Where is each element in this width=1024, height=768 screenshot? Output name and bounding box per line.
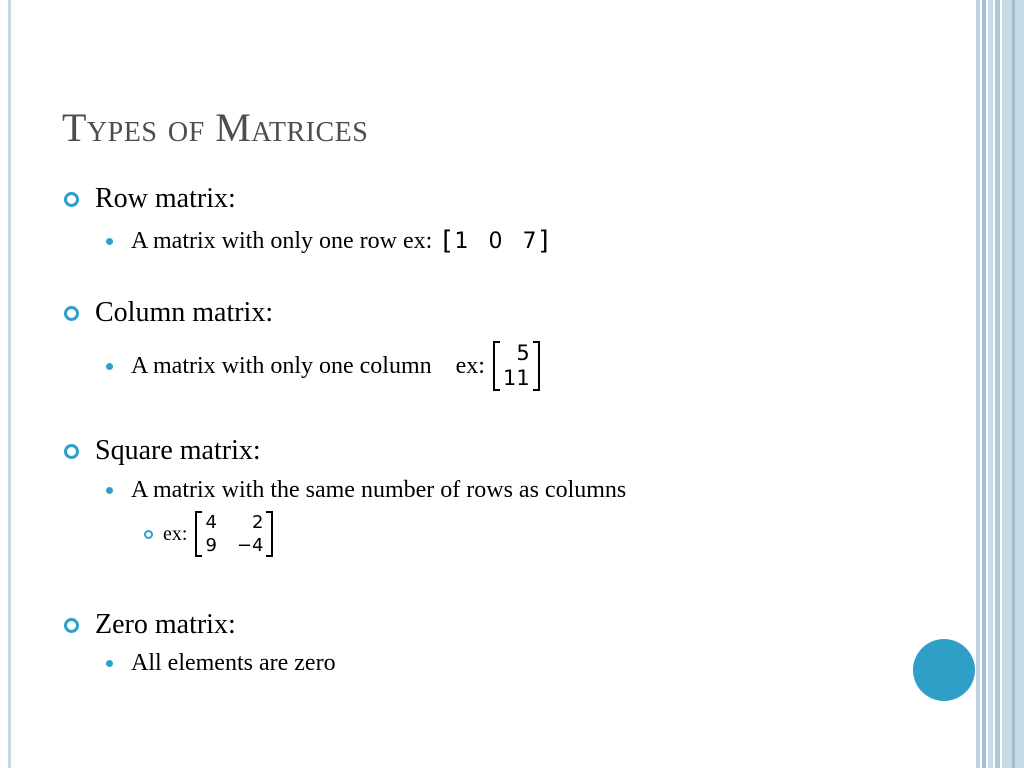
zero-matrix-heading: Zero matrix: xyxy=(95,609,236,640)
matrix-cell: 4 xyxy=(205,512,217,533)
square-matrix-text: A matrix with the same number of rows as columns xyxy=(131,477,627,503)
column-matrix-description xyxy=(104,341,540,391)
dot-bullet-icon xyxy=(106,487,113,494)
row-matrix-example xyxy=(442,226,548,256)
dot-bullet-icon xyxy=(106,363,113,370)
column-matrix-text: A matrix with only one column ex: xyxy=(131,352,485,379)
matrix-cell: 2 xyxy=(251,512,264,533)
column-matrix-heading: Column matrix: xyxy=(95,297,274,328)
column-matrix-example xyxy=(493,341,540,391)
right-decorative-stripe xyxy=(988,0,993,768)
zero-matrix-description xyxy=(104,650,336,677)
bullet-square-matrix xyxy=(62,435,261,467)
bullet-zero-matrix xyxy=(62,609,236,641)
matrix-cell: 11 xyxy=(502,366,530,390)
bullet-row-matrix xyxy=(62,183,236,215)
ring-bullet-icon xyxy=(64,444,79,459)
row-matrix-description xyxy=(104,226,549,256)
ring-bullet-icon xyxy=(64,192,79,207)
matrix-cell: 0 xyxy=(488,228,503,254)
accent-circle xyxy=(913,639,975,701)
right-bracket: ] xyxy=(538,226,549,256)
right-decorative-stripe xyxy=(995,0,1000,768)
slide-title: Types of Matrices xyxy=(62,105,369,150)
zero-matrix-text: All elements are zero xyxy=(131,650,336,676)
square-matrix-example xyxy=(195,511,273,557)
matrix-cell: 5 xyxy=(516,341,530,365)
square-matrix-description xyxy=(104,477,626,504)
matrix-cell: −4 xyxy=(236,535,264,556)
matrix-cell: 9 xyxy=(205,535,217,556)
left-bracket xyxy=(195,511,202,557)
ring-bullet-icon xyxy=(64,618,79,633)
row-matrix-text: A matrix with only one row ex: xyxy=(131,227,433,254)
small-ring-bullet-icon xyxy=(144,530,153,539)
right-decorative-stripe xyxy=(976,0,980,768)
square-matrix-heading: Square matrix: xyxy=(95,435,261,466)
dot-bullet-icon xyxy=(106,660,113,667)
right-decorative-stripe xyxy=(1012,0,1015,768)
matrix-cell: 7 xyxy=(522,228,537,254)
square-matrix-example-row xyxy=(144,511,273,557)
bullet-column-matrix xyxy=(62,297,273,329)
right-bracket xyxy=(533,341,540,391)
left-border-line xyxy=(8,0,11,768)
right-decorative-stripe xyxy=(982,0,986,768)
ring-bullet-icon xyxy=(64,306,79,321)
square-matrix-example-label: ex: xyxy=(163,522,188,545)
matrix-cell: 1 xyxy=(454,228,469,254)
dot-bullet-icon xyxy=(106,238,113,245)
right-bracket xyxy=(266,511,273,557)
row-matrix-heading: Row matrix: xyxy=(95,183,236,214)
left-bracket: [ xyxy=(442,226,453,256)
left-bracket xyxy=(493,341,500,391)
